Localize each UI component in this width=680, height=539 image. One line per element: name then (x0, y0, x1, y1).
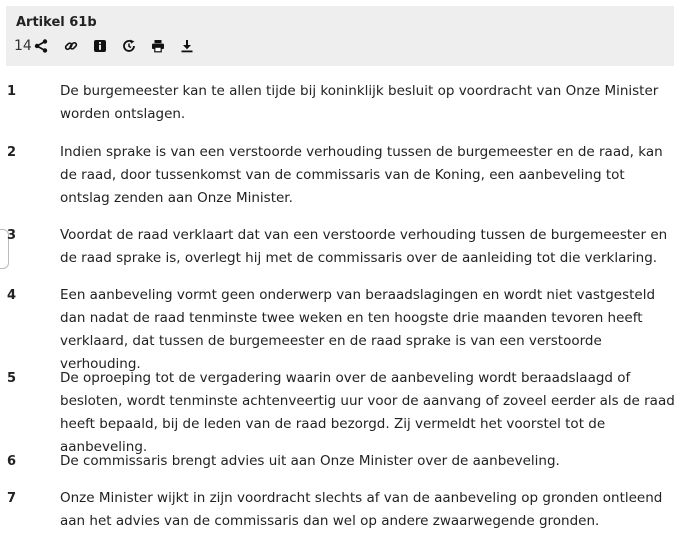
paragraph-text: De oproeping tot de vergadering waarin over de aanbeveling wordt beraadslaagd of besloten, wordt tenminste achtenveertig uur voor de aanvang of zoveel eerder als de raad heeft bepaald, bij de leden van de raad bezorgd. Zij vermeldt het voorstel tot de aanbeveling. (60, 370, 675, 455)
paragraph-number: 1 (7, 84, 17, 99)
paragraph-text: De commissaris brengt advies uit aan Onze Minister over de aanbeveling. (60, 453, 560, 469)
print-icon[interactable] (150, 38, 166, 54)
paragraph-text: De burgemeester kan te allen tijde bij koninklijk besluit op voordracht van Onze Minister worden ontslagen. (60, 83, 659, 122)
paragraph-number: 4 (7, 288, 17, 303)
share-count: 14 (14, 38, 32, 54)
article-toolbar (14, 36, 195, 56)
article-header (6, 6, 674, 66)
paragraph-text: Een aanbeveling vormt geen onderwerp van beraadslagingen en wordt niet vastgesteld dan nadat de raad tenminste twee weken en ten hoogste drie maanden tevoren heeft verklaard, dat tussen de burgemeester en de raad sprake is van een verstoorde verhouding. (60, 287, 656, 372)
paragraph-number: 6 (7, 454, 17, 469)
download-icon[interactable] (179, 38, 195, 54)
paragraph-number: 5 (7, 371, 17, 386)
link-icon[interactable] (63, 38, 79, 54)
article-title: Artikel 61b (16, 15, 97, 30)
paragraph-number: 2 (7, 145, 17, 160)
history-icon[interactable] (121, 38, 137, 54)
share-icon[interactable] (33, 38, 49, 54)
paragraph-number: 3 (7, 228, 17, 243)
paragraph-text: Onze Minister wijkt in zijn voordracht slechts af van de aanbeveling op gronden ontleend aan het advies van de commissaris dan wel op andere zwaarwegende gronden. (60, 490, 663, 529)
paragraph-text: Indien sprake is van een verstoorde verhouding tussen de burgemeester en de raad, kan de raad, door tussenkomst van de commissaris van de Koning, een aanbeveling tot ontslag zenden aan Onze Minister. (60, 144, 663, 206)
paragraph-text: Voordat de raad verklaart dat van een verstoorde verhouding tussen de burgemeester en de raad sprake is, overlegt hij met de commissaris over de aanleiding tot die verklaring. (60, 227, 668, 266)
info-icon[interactable] (92, 38, 108, 54)
paragraph-number: 7 (7, 491, 17, 506)
